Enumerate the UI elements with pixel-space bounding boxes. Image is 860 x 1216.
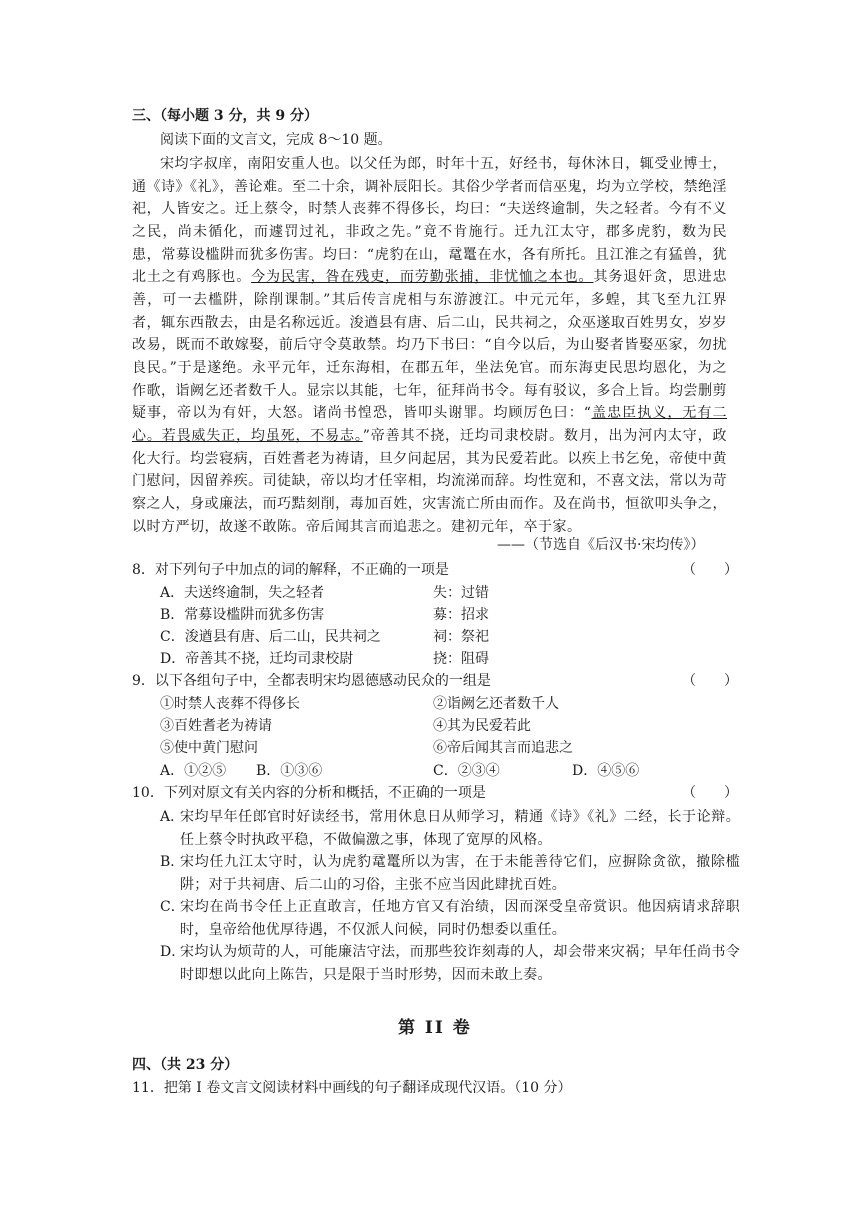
q10-stem: 10．下列对原文有关内容的分析和概括，不正确的一项是 xyxy=(132,785,486,801)
underlined-sentence-2: 盖忠臣执义，无有二心。若畏威失正，均虽死，不易志。 xyxy=(132,405,728,444)
q9-choice-c: C．②③④ xyxy=(433,763,500,779)
q9-item-2: ②诣阙乞还者数千人 xyxy=(433,696,559,712)
q9-choice-a: A．①②⑤ xyxy=(160,763,227,779)
q8-option-d-gloss: 挠：阻碍 xyxy=(433,651,489,667)
q9-choice-d: D．④⑤⑥ xyxy=(572,763,640,779)
q10-option-b: B． 宋均任九江太守时，认为虎豹鼋鼍所以为害，在于未能善待它们，应摒除贪欲，撤除槛阱；对于共祠唐、后二山的习俗，主张不应当因此肆扰百姓。 xyxy=(160,854,740,893)
passage-text-b: 其务退奸贪，思进忠善，可一去槛阱，除削课制。”其后传言虎相与东游渡江。中元元年，多蝗，其飞至九江界者，辄东西散去，由是名称远近。浚遒县有唐、后二山，民共祠之，众巫遂取百姓男女，岁岁改易，既而不敢嫁娶，前后守令莫敢禁。均乃下书曰：“自今以后，为山娶者皆娶巫家，勿扰良民。”于是遂绝。永平元年，迁东海相，在郡五年，坐法免官。而东海吏民思均恩化，为之作歌，诣阙乞还者数千人。显宗以其能，七年，征拜尚书令。每有驳议，多合上旨。均尝删剪疑事，帝以为有奸，大怒。诸尚书惶恐，皆叩头谢罪。均顾厉色曰：“ xyxy=(132,269,728,422)
q8-option-b-gloss: 募：招求 xyxy=(433,607,489,623)
q8-answer-bracket: （ ） xyxy=(682,562,738,578)
q10-option-c: C． 宋均在尚书令任上正直敢言，任地方官又有治绩，因而深受皇帝赏识。他因病请求辞职时，皇帝给他优厚待遇，不仅派人问候，同时仍想委以重任。 xyxy=(160,899,740,938)
q9-item-5: ⑤使中黄门慰问 xyxy=(160,740,258,756)
q9-item-3: ③百姓耆老为祷请 xyxy=(160,718,272,734)
q8-option-b: B．常募设槛阱而犹多伤害 xyxy=(160,607,325,623)
q9-stem: 9．以下各组句子中，全都表明宋均恩德感动民众的一组是 xyxy=(132,673,491,689)
q9-item-1: ①时禁人丧葬不得侈长 xyxy=(160,696,300,712)
q8-option-a-gloss: 失：过错 xyxy=(433,585,489,601)
q10-option-d: D． 宋均认为烦苛的人，可能廉洁守法，而那些狡诈刻毒的人，却会带来灾祸；早年任尚书令时即想以此向上陈告，只是限于当时形势，因而未敢上奏。 xyxy=(160,944,740,983)
q10-option-a: A． 宋均早年任郎官时好读经书，常用休息日从师学习，精通《诗》《礼》二经，长于论辩。任上蔡令时执政平稳，不做偏激之事，体现了宽厚的风格。 xyxy=(160,809,740,848)
passage-text-a: 宋均字叔庠，南阳安重人也。以父任为郎，时年十五，好经书，每休沐日，辄受业博士，通《诗》《礼》，善论难。至二十余，调补辰阳长。其俗少学者而信巫鬼，均为立学校，禁绝淫祀，人皆安之。迁上蔡令，时禁人丧葬不得侈长，均曰：“夫送终逾制，失之轻者。今有不义之民，尚未循化，而遽罚过礼，非政之先。”竟不肯施行。迁九江太守，郡多虎豹，数为民患，常募设槛阱而犹多伤害。均曰：“虎豹在山，鼋鼍在水，各有所托。且江淮之有猛兽，犹北土之有鸡豚也。 xyxy=(132,156,727,286)
section3-heading: 三、（每小题 3 分，共 9 分） xyxy=(132,108,318,124)
q9-answer-bracket: （ ） xyxy=(682,673,738,689)
q9-item-4: ④其为民爱若此 xyxy=(433,718,531,734)
section3-instruction: 阅读下面的文言文，完成 8～10 题。 xyxy=(160,132,392,148)
passage-source: ——（节选自《后汉书·宋均传》） xyxy=(497,537,705,553)
q8-option-c: C．浚遒县有唐、后二山，民共祠之 xyxy=(160,629,381,645)
q9-choice-b: B．①③⑥ xyxy=(256,763,323,779)
q8-option-d: D．帝善其不挠，迁均司隶校尉 xyxy=(160,651,354,667)
volume-2-title: 第 II 卷 xyxy=(398,1018,472,1038)
q11-prompt: 11．把第 I 卷文言文阅读材料中画线的句子翻译成现代汉语。（10 分） xyxy=(132,1080,572,1096)
classical-passage xyxy=(132,153,727,538)
q8-stem: 8．对下列句子中加点的词的解释，不正确的一项是 xyxy=(132,562,449,578)
underlined-sentence-1: 今为民害，咎在残吏，而劳勤张捕，非忧恤之本也。 xyxy=(251,269,594,286)
q8-option-a: A．夫送终逾制，失之轻者 xyxy=(160,585,325,601)
passage-text-c: ”帝善其不挠，迁均司隶校尉。数月，出为河内太守，政化大行。均尝寝病，百姓耆老为祷请，旦夕问起居，其为民爱若此。以疾上书乞免，帝使中黄门慰问，因留养疾。司徒缺，帝以均才任宰相，均流涕而辞。均性宽和，不喜文法，常以为苛察之人，身或廉法，而巧黠刻削，毒加百姓，灾害流亡所由而作。及在尚书，恒欲叩头争之，以时方严切，故遂不敢陈。帝后闻其言而追悲之。建初元年，卒于家。 xyxy=(132,427,728,535)
q8-option-c-gloss: 祠：祭祀 xyxy=(433,629,489,645)
q9-item-6: ⑥帝后闻其言而追悲之 xyxy=(433,740,573,756)
q10-answer-bracket: （ ） xyxy=(682,785,738,801)
section4-heading: 四、（共 23 分） xyxy=(132,1057,239,1073)
